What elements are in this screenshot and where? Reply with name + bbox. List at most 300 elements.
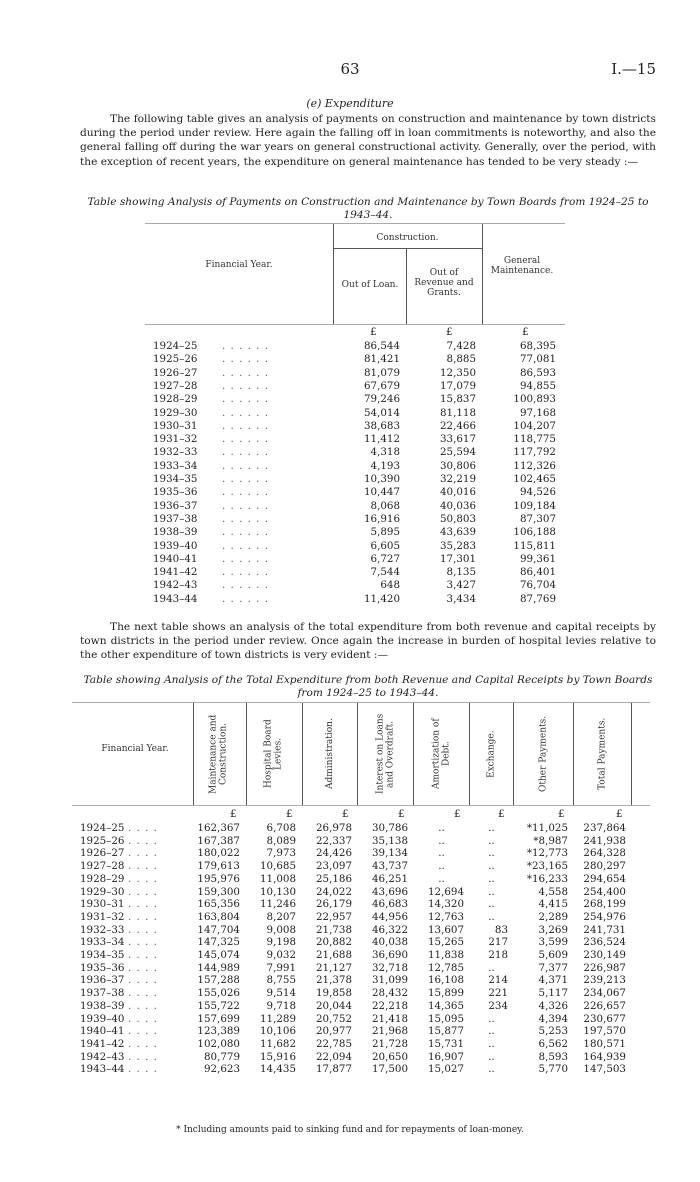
table2-total-cell: 226,987 xyxy=(583,961,626,974)
table2-leader-dots: . . . . xyxy=(128,999,158,1012)
table1-year-cell: 1925–26 xyxy=(153,353,198,366)
table1-revenue-cell: 17,301 xyxy=(439,552,476,565)
table2-year-cell: 1930–31 xyxy=(80,898,125,911)
table2-header-maint: Maintenance and Construction. xyxy=(208,714,229,794)
table2-year-cell: 1928–29 xyxy=(80,872,125,885)
table2-exch-cell: 234 xyxy=(488,999,508,1012)
table2-amort-cell: 12,763 xyxy=(427,910,464,923)
table2-maint-cell: 155,722 xyxy=(197,999,240,1012)
table2-leader-dots: . . . . xyxy=(128,847,158,860)
table2-year-cell: 1942–43 xyxy=(80,1050,125,1063)
table2-hosp-cell: 8,755 xyxy=(266,974,296,987)
table1-leader-dots: . . . . . . xyxy=(222,579,270,592)
table1-maintenance-cell: 117,792 xyxy=(513,446,556,459)
table2-amort-cell: 14,320 xyxy=(427,898,464,911)
table2-header-hosp: Hospital Board Levies. xyxy=(263,719,284,789)
table2-exch-cell: .. xyxy=(488,1063,495,1076)
table1-revenue-cell: 30,806 xyxy=(439,459,476,472)
table1-revenue-cell: 3,434 xyxy=(446,592,476,605)
table2-hosp-cell: 9,514 xyxy=(266,987,296,1000)
intro-text: The following table gives an analysis of payments on construction and maintenance by town districts during the period under review. Here again the falling off in loan commitments is noteworthy, and also the general falling off during the war years on general constructional activity. Generally, over the period, with the exception of recent years, the expenditure on general maintenance has tended to be very steady :— xyxy=(80,113,656,168)
page-reference: I.—15 xyxy=(611,60,656,78)
table1-loan-cell: 8,068 xyxy=(370,499,400,512)
table2-leader-dots: . . . . xyxy=(128,961,158,974)
table2-maint-cell: 92,623 xyxy=(203,1063,240,1076)
table1-loan-cell: 11,420 xyxy=(363,592,400,605)
table2-admin-cell: 20,977 xyxy=(315,1025,352,1038)
table1-loan-cell: 5,895 xyxy=(370,526,400,539)
table1-maintenance-cell: 86,593 xyxy=(519,366,556,379)
table2-amort-cell: 13,607 xyxy=(427,923,464,936)
table2-exch-cell: 214 xyxy=(488,974,508,987)
table2-hosp-cell: 10,130 xyxy=(259,885,296,898)
table1-loan-cell: 86,544 xyxy=(363,340,400,352)
table2-admin-cell: 19,858 xyxy=(315,987,352,1000)
table1-leader-dots: . . . . . . xyxy=(222,566,270,579)
table1-leader-dots: . . . . . . xyxy=(222,406,270,419)
table1-header-loan: Out of Loan. xyxy=(341,280,399,290)
table2-other-cell: 4,558 xyxy=(538,885,568,898)
table1-revenue-cell: 15,837 xyxy=(439,393,476,406)
table2-amort-cell: .. xyxy=(438,860,445,873)
table2-total-cell: 254,400 xyxy=(583,885,626,898)
table1-leader-dots: . . . . . . xyxy=(222,446,270,459)
table2-hosp-cell: 7,991 xyxy=(266,961,296,974)
table2-year-cell: 1936–37 xyxy=(80,974,125,987)
table1-year-cell: 1929–30 xyxy=(153,406,198,419)
table2-other-cell: *8,987 xyxy=(533,834,568,847)
table2-other-cell: 5,253 xyxy=(538,1025,568,1038)
table1-year-cell: 1933–34 xyxy=(153,459,198,472)
table2-total-cell: 226,657 xyxy=(583,999,626,1012)
table2-hosp-cell: 11,008 xyxy=(259,872,296,885)
table2-other-cell: 4,326 xyxy=(538,999,568,1012)
table2-amort-cell: .. xyxy=(438,834,445,847)
table1-year-cell: 1930–31 xyxy=(153,419,198,432)
table2-hosp-cell: 7,973 xyxy=(266,847,296,860)
table2-other-cell: 4,371 xyxy=(538,974,568,987)
table2-amort-cell: .. xyxy=(438,872,445,885)
table2-maint-cell: 162,367 xyxy=(197,822,240,834)
table1-year-cell: 1936–37 xyxy=(153,499,198,512)
table2-total-cell: 234,067 xyxy=(583,987,626,1000)
table2-other-cell: 3,599 xyxy=(538,936,568,949)
table2-admin-cell: 17,877 xyxy=(315,1063,352,1076)
table1-loan-cell: 6,605 xyxy=(370,539,400,552)
table1-revenue-cell: 22,466 xyxy=(439,419,476,432)
table2-exch-cell: 217 xyxy=(488,936,508,949)
table1-maintenance-cell: 112,326 xyxy=(513,459,556,472)
table2-amort-cell: 11,838 xyxy=(427,949,464,961)
table1-header-construction: Construction. xyxy=(376,233,439,243)
table2-interest-cell: 35,138 xyxy=(371,834,408,847)
table2-admin-cell: 21,378 xyxy=(315,974,352,987)
table2-interest-cell: 44,956 xyxy=(371,910,408,923)
table2-total-cell: 241,938 xyxy=(583,834,626,847)
table1-loan-cell: 10,390 xyxy=(363,473,400,485)
table2-leader-dots: . . . . xyxy=(128,822,158,834)
table2-leader-dots: . . . . xyxy=(128,1012,158,1025)
table2-amort-cell: 15,899 xyxy=(427,987,464,1000)
table2-exch-cell: .. xyxy=(488,1037,495,1050)
table1-leader-dots: . . . . . . xyxy=(222,393,270,406)
table2-unit-exch: £ xyxy=(498,808,505,820)
table1-loan-cell: 6,727 xyxy=(370,552,400,565)
table2-leader-dots: . . . . xyxy=(128,923,158,936)
table2-maint-cell: 147,325 xyxy=(197,936,240,949)
table2-year-cell: 1933–34 xyxy=(80,936,125,949)
table1-leader-dots: . . . . . . xyxy=(222,340,270,352)
table2-admin-cell: 20,882 xyxy=(315,936,352,949)
table2-hosp-cell: 8,089 xyxy=(266,834,296,847)
table2-admin-cell: 22,337 xyxy=(315,834,352,847)
table2-interest-cell: 46,683 xyxy=(371,898,408,911)
table2-year-cell: 1924–25 xyxy=(80,822,125,834)
table1-year-cell: 1926–27 xyxy=(153,366,198,379)
table2-other-cell: 5,609 xyxy=(538,949,568,961)
table2-maint-cell: 102,080 xyxy=(197,1037,240,1050)
table2-year-cell: 1938–39 xyxy=(80,999,125,1012)
table2-hosp-cell: 9,008 xyxy=(266,923,296,936)
table2-admin-cell: 20,044 xyxy=(315,999,352,1012)
table1-leader-dots: . . . . . . xyxy=(222,459,270,472)
table1-revenue-cell: 40,036 xyxy=(439,499,476,512)
table2-header-interest: Interest on Loans and Overdraft. xyxy=(375,713,396,795)
table2-hosp-cell: 8,207 xyxy=(266,910,296,923)
table1-loan-cell: 4,318 xyxy=(370,446,400,459)
table2-amort-cell: 16,907 xyxy=(427,1050,464,1063)
table2-interest-cell: 17,500 xyxy=(371,1063,408,1076)
table1-loan-cell: 54,014 xyxy=(363,406,400,419)
table2-other-cell: 6,562 xyxy=(538,1037,568,1050)
table1-maintenance-cell: 68,395 xyxy=(519,340,556,352)
table1-maintenance-cell: 118,775 xyxy=(513,433,556,446)
table2-other-cell: 8,593 xyxy=(538,1050,568,1063)
table2-interest-cell: 31,099 xyxy=(371,974,408,987)
table1-year-cell: 1932–33 xyxy=(153,446,198,459)
table2-exch-cell: 83 xyxy=(494,923,508,936)
table2-header-admin: Administration. xyxy=(325,718,335,790)
table2-admin-cell: 21,688 xyxy=(315,949,352,961)
table2-total-cell: 236,524 xyxy=(583,936,626,949)
footnote: * Including amounts paid to sinking fund and for repayments of loan-money. xyxy=(176,1125,524,1135)
table2-leader-dots: . . . . xyxy=(128,974,158,987)
table2-interest-cell: 20,650 xyxy=(371,1050,408,1063)
table2-amort-cell: 15,731 xyxy=(427,1037,464,1050)
table1-year-cell: 1931–32 xyxy=(153,433,198,446)
table2-other-cell: 4,394 xyxy=(538,1012,568,1025)
table2-amort-cell: 15,027 xyxy=(427,1063,464,1076)
table2-exch-cell: .. xyxy=(488,961,495,974)
table2-amort-cell: 15,095 xyxy=(427,1012,464,1025)
table2-leader-dots: . . . . xyxy=(128,936,158,949)
table1-revenue-cell: 17,079 xyxy=(439,379,476,392)
table2-amort-cell: 15,877 xyxy=(427,1025,464,1038)
table2-amort-cell: .. xyxy=(438,822,445,834)
table2-hosp-cell: 11,289 xyxy=(259,1012,296,1025)
table2-other-cell: 5,770 xyxy=(538,1063,568,1076)
table2-interest-cell: 21,728 xyxy=(371,1037,408,1050)
table1-leader-dots: . . . . . . xyxy=(222,366,270,379)
table2-exch-cell: .. xyxy=(488,872,495,885)
table2-header-year: Financial Year. xyxy=(101,744,169,754)
table2-year-cell: 1937–38 xyxy=(80,987,125,1000)
table1-leader-dots: . . . . . . xyxy=(222,526,270,539)
table1-leader-dots: . . . . . . xyxy=(222,499,270,512)
table2-header-other: Other Payments. xyxy=(538,715,549,793)
table2-header-amort: Amortization of Debt. xyxy=(431,718,452,790)
table1-maintenance-cell: 100,893 xyxy=(513,393,556,406)
table2-total-cell: 230,677 xyxy=(583,1012,626,1025)
table2-caption: Table showing Analysis of the Total Expenditure from both Revenue and Capital Receipts by Town Boards from 1924–25 to 1943–44. xyxy=(83,674,653,699)
table2-interest-cell: 46,251 xyxy=(371,872,408,885)
table1-leader-dots: . . . . . . xyxy=(222,552,270,565)
table1-year-cell: 1938–39 xyxy=(153,526,198,539)
table2-exch-cell: .. xyxy=(488,885,495,898)
table1-revenue-cell: 8,885 xyxy=(446,353,476,366)
table1-year-cell: 1928–29 xyxy=(153,393,198,406)
table1-revenue-cell: 43,639 xyxy=(439,526,476,539)
table2-maint-cell: 157,699 xyxy=(197,1012,240,1025)
table2-interest-cell: 40,038 xyxy=(371,936,408,949)
table2-admin-cell: 20,752 xyxy=(315,1012,352,1025)
table1-maintenance-cell: 77,081 xyxy=(519,353,556,366)
table2-year-cell: 1927–28 xyxy=(80,860,125,873)
table1-unit-maintenance: £ xyxy=(522,326,529,338)
table2-leader-dots: . . . . xyxy=(128,1063,158,1076)
table2-interest-cell: 43,737 xyxy=(371,860,408,873)
table1-loan-cell: 4,193 xyxy=(370,459,400,472)
table2-other-cell: 4,415 xyxy=(538,898,568,911)
table2-interest-cell: 46,322 xyxy=(371,923,408,936)
table2-leader-dots: . . . . xyxy=(128,1050,158,1063)
table2-year-cell: 1941–42 xyxy=(80,1037,125,1050)
table2-leader-dots: . . . . xyxy=(128,910,158,923)
table2-leader-dots: . . . . xyxy=(128,885,158,898)
table2-total-cell: 241,731 xyxy=(583,923,626,936)
table1-loan-cell: 648 xyxy=(380,579,400,592)
table2-other-cell: 3,269 xyxy=(538,923,568,936)
table2-unit-interest: £ xyxy=(398,808,405,820)
table2-total-cell: 280,297 xyxy=(583,860,626,873)
table1-loan-cell: 10,447 xyxy=(363,486,400,499)
table2-amort-cell: 14,365 xyxy=(427,999,464,1012)
table2-total-cell: 268,199 xyxy=(583,898,626,911)
table2-exch-cell: .. xyxy=(488,1025,495,1038)
table1-maintenance-cell: 76,704 xyxy=(519,579,556,592)
table2-maint-cell: 155,026 xyxy=(197,987,240,1000)
table1-revenue-cell: 32,219 xyxy=(439,473,476,485)
table2-other-cell: *11,025 xyxy=(526,822,568,834)
table2-header-total: Total Payments. xyxy=(597,717,608,791)
table2-leader-dots: . . . . xyxy=(128,987,158,1000)
table2-unit-amort: £ xyxy=(454,808,461,820)
table2-hosp-cell: 10,685 xyxy=(259,860,296,873)
table2-other-cell: 2,289 xyxy=(538,910,568,923)
table2-maint-cell: 165,356 xyxy=(197,898,240,911)
table1-maintenance-cell: 97,168 xyxy=(519,406,556,419)
table2-maint-cell: 179,613 xyxy=(197,860,240,873)
table2-exch-cell: .. xyxy=(488,834,495,847)
table2-year-cell: 1943–44 xyxy=(80,1063,125,1076)
table2-unit-total: £ xyxy=(616,808,623,820)
table2-interest-cell: 32,718 xyxy=(371,961,408,974)
table2-admin-cell: 23,097 xyxy=(315,860,352,873)
table2-hosp-cell: 10,106 xyxy=(259,1025,296,1038)
table1-header-revenue: Out of Revenue and Grants. xyxy=(414,268,474,298)
table2-total-cell: 180,571 xyxy=(583,1037,626,1050)
table2-maint-cell: 163,804 xyxy=(197,910,240,923)
table2-leader-dots: . . . . xyxy=(128,872,158,885)
table1-caption: Table showing Analysis of Payments on Construction and Maintenance by Town Boards from 1924–25 to 1943–44. xyxy=(87,196,649,221)
table1-leader-dots: . . . . . . xyxy=(222,486,270,499)
table2-exch-cell: .. xyxy=(488,910,495,923)
table1-maintenance-cell: 87,307 xyxy=(519,512,556,525)
table2-maint-cell: 180,022 xyxy=(197,847,240,860)
table1-year-cell: 1934–35 xyxy=(153,473,198,485)
table2-year-cell: 1940–41 xyxy=(80,1025,125,1038)
table2-interest-cell: 30,786 xyxy=(371,822,408,834)
table2-other-cell: *23,165 xyxy=(526,860,568,873)
table1-maintenance-cell: 86,401 xyxy=(519,566,556,579)
table2-exch-cell: .. xyxy=(488,898,495,911)
table1-revenue-cell: 35,283 xyxy=(439,539,476,552)
table2-leader-dots: . . . . xyxy=(128,1037,158,1050)
table2-leader-dots: . . . . xyxy=(128,860,158,873)
table2-maint-cell: 123,389 xyxy=(197,1025,240,1038)
table1-maintenance-cell: 106,188 xyxy=(513,526,556,539)
table2-maint-cell: 147,704 xyxy=(197,923,240,936)
table1-revenue-cell: 40,016 xyxy=(439,486,476,499)
table2-maint-cell: 145,074 xyxy=(197,949,240,961)
table2-year-cell: 1935–36 xyxy=(80,961,125,974)
table1-leader-dots: . . . . . . xyxy=(222,539,270,552)
table2-exch-cell: .. xyxy=(488,1012,495,1025)
table2-other-cell: 5,117 xyxy=(538,987,568,1000)
table1-revenue-cell: 3,427 xyxy=(446,579,476,592)
table2-admin-cell: 22,957 xyxy=(315,910,352,923)
table2-admin-cell: 22,094 xyxy=(315,1050,352,1063)
table1-maintenance-cell: 102,465 xyxy=(513,473,556,485)
table2-leader-dots: . . . . xyxy=(128,1025,158,1038)
table1-maintenance-cell: 115,811 xyxy=(513,539,556,552)
table1-year-cell: 1935–36 xyxy=(153,486,198,499)
table2-exch-cell: .. xyxy=(488,1050,495,1063)
table2-hosp-cell: 11,682 xyxy=(259,1037,296,1050)
table1-loan-cell: 11,412 xyxy=(363,433,400,446)
table2-interest-cell: 21,968 xyxy=(371,1025,408,1038)
table2-total-cell: 254,976 xyxy=(583,910,626,923)
table2-unit-admin: £ xyxy=(342,808,349,820)
table2-exch-cell: 218 xyxy=(488,949,508,961)
table2-admin-cell: 21,738 xyxy=(315,923,352,936)
table2-total-cell: 294,654 xyxy=(583,872,626,885)
table2-year-cell: 1932–33 xyxy=(80,923,125,936)
table2-exch-cell: .. xyxy=(488,860,495,873)
table2-leader-dots: . . . . xyxy=(128,898,158,911)
table2-total-cell: 230,149 xyxy=(583,949,626,961)
table1-leader-dots: . . . . . . xyxy=(222,353,270,366)
table1-leader-dots: . . . . . . xyxy=(222,419,270,432)
table1-leader-dots: . . . . . . xyxy=(222,512,270,525)
table2-maint-cell: 195,976 xyxy=(197,872,240,885)
table2-year-cell: 1925–26 xyxy=(80,834,125,847)
second-paragraph xyxy=(80,620,656,663)
table2-header-exch: Exchange. xyxy=(486,730,497,778)
table2-leader-dots: . . . . xyxy=(128,949,158,961)
table1-maintenance-cell: 94,526 xyxy=(519,486,556,499)
section-heading: (e) Expenditure xyxy=(306,97,394,110)
table2-total-cell: 239,213 xyxy=(583,974,626,987)
table2-admin-cell: 26,179 xyxy=(315,898,352,911)
table2-year-cell: 1934–35 xyxy=(80,949,125,961)
table2-hosp-cell: 14,435 xyxy=(259,1063,296,1076)
table2-unit-hosp: £ xyxy=(286,808,293,820)
table1-revenue-cell: 81,118 xyxy=(439,406,476,419)
table2-other-cell: *16,233 xyxy=(526,872,568,885)
table2-admin-cell: 26,978 xyxy=(315,822,352,834)
table1-leader-dots: . . . . . . xyxy=(222,433,270,446)
table2-total-cell: 237,864 xyxy=(583,822,626,834)
table2-hosp-cell: 9,198 xyxy=(266,936,296,949)
table2-hosp-cell: 9,718 xyxy=(266,999,296,1012)
table2-maint-cell: 80,779 xyxy=(203,1050,240,1063)
table2-unit-other: £ xyxy=(558,808,565,820)
table1-loan-cell: 16,916 xyxy=(363,512,400,525)
table1-leader-dots: . . . . . . xyxy=(222,592,270,605)
table2-interest-cell: 22,218 xyxy=(371,999,408,1012)
table1-revenue-cell: 50,803 xyxy=(439,512,476,525)
table2-total-cell: 164,939 xyxy=(583,1050,626,1063)
table1-year-cell: 1939–40 xyxy=(153,539,198,552)
table2-hosp-cell: 6,708 xyxy=(266,822,296,834)
table1-loan-cell: 7,544 xyxy=(370,566,400,579)
table2-maint-cell: 167,387 xyxy=(197,834,240,847)
table2-hosp-cell: 11,246 xyxy=(259,898,296,911)
table1-year-cell: 1941–42 xyxy=(153,566,198,579)
table1-leader-dots: . . . . . . xyxy=(222,379,270,392)
table2-total-cell: 147,503 xyxy=(583,1063,626,1076)
table2-amort-cell: 12,785 xyxy=(427,961,464,974)
table2-hosp-cell: 9,032 xyxy=(266,949,296,961)
table1-year-cell: 1943–44 xyxy=(153,592,198,605)
table2-year-cell: 1929–30 xyxy=(80,885,125,898)
table2-interest-cell: 39,134 xyxy=(371,847,408,860)
table2-hosp-cell: 15,916 xyxy=(259,1050,296,1063)
table2-admin-cell: 21,127 xyxy=(315,961,352,974)
second-text: The next table shows an analysis of the total expenditure from both revenue and capital receipts by town districts in the period under review. Once again the increase in burden of hospital levies relative to the other expenditure of town districts is very evident :— xyxy=(80,621,656,662)
table1-unit-revenue: £ xyxy=(446,326,453,338)
table2-exch-cell: .. xyxy=(488,847,495,860)
table2-admin-cell: 25,186 xyxy=(315,872,352,885)
table2-amort-cell: 12,694 xyxy=(427,885,464,898)
table1-year-cell: 1924–25 xyxy=(153,340,198,352)
table2-other-cell: 7,377 xyxy=(538,961,568,974)
table1-revenue-cell: 7,428 xyxy=(446,340,476,352)
table2-maint-cell: 144,989 xyxy=(197,961,240,974)
table2-other-cell: *12,773 xyxy=(526,847,568,860)
table2-year-cell: 1931–32 xyxy=(80,910,125,923)
table2-interest-cell: 28,432 xyxy=(371,987,408,1000)
table2-admin-cell: 24,426 xyxy=(315,847,352,860)
table1-leader-dots: . . . . . . xyxy=(222,473,270,485)
table1-revenue-cell: 33,617 xyxy=(439,433,476,446)
intro-paragraph xyxy=(80,112,656,169)
table1-revenue-cell: 8,135 xyxy=(446,566,476,579)
table2-exch-cell: 221 xyxy=(488,987,508,1000)
table2-amort-cell: .. xyxy=(438,847,445,860)
table1-year-cell: 1937–38 xyxy=(153,512,198,525)
